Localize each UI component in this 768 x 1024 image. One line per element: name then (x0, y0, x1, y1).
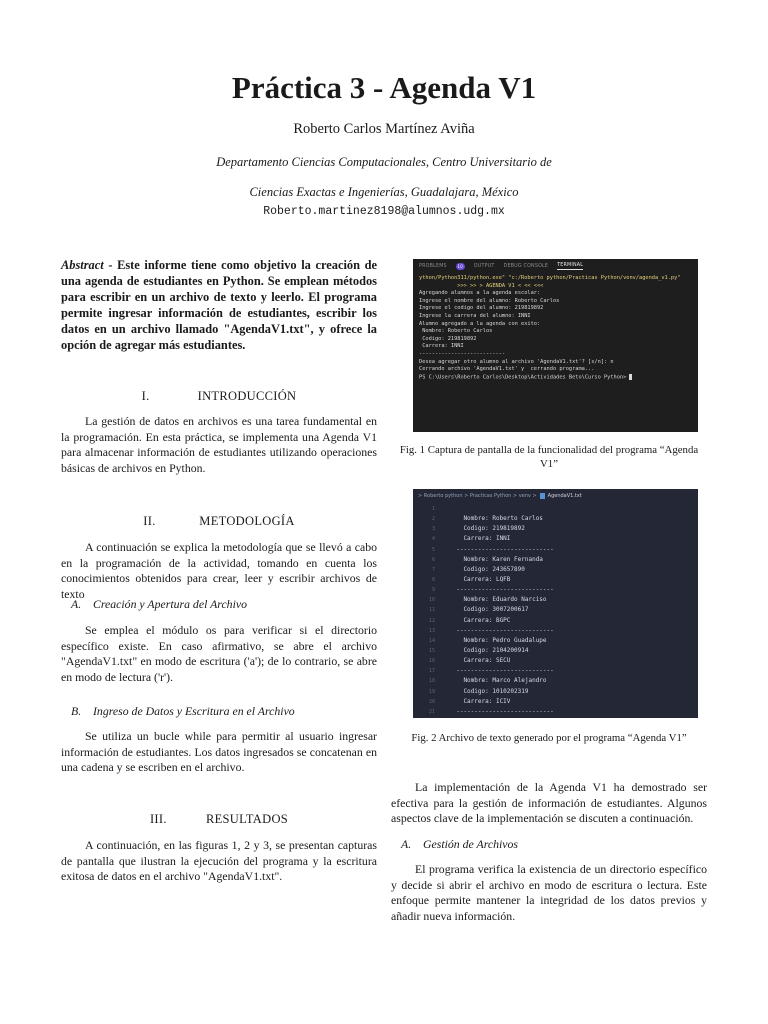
editor-line (413, 605, 698, 615)
editor-line (413, 707, 698, 717)
line-number: 13 (428, 627, 435, 634)
line-code: Carrera: INNI (449, 535, 511, 543)
terminal-output (413, 273, 698, 384)
abstract (61, 257, 377, 353)
terminal-line: Ingrese el nombre del alumno: Roberto Carlos (419, 297, 560, 304)
editor-line (413, 676, 698, 686)
editor-lines (413, 502, 698, 717)
tab-debug-console: DEBUG CONSOLE (503, 263, 549, 269)
line-number: 4 (431, 536, 435, 543)
terminal-line: Agregando alumnos a la agenda escolar: (419, 290, 541, 297)
line-code: Nombre: Marco Alejandro (449, 677, 547, 685)
section-heading-results (61, 811, 377, 827)
line-code: Carrera: LQFB (449, 575, 511, 583)
editor-line (413, 697, 698, 707)
terminal-prompt: PS C:\Users\Roberto Carlos\Desktop\Actividades Beto\Curso Python> (419, 374, 630, 381)
editor-line (413, 504, 698, 514)
line-number: 18 (428, 678, 435, 685)
subsection-letter: B. (71, 704, 82, 718)
line-number: 2 (431, 516, 435, 523)
editor-line (413, 585, 698, 595)
subsection-letter: A. (71, 597, 82, 611)
affiliation-line-1: Departamento Ciencias Computacionales, Centro Universitario de (216, 155, 552, 169)
intro-paragraph: La gestión de datos en archivos es una tarea fundamental en la programación. En esta práctica, se implementa una Agenda V1 para almacenar información de estudiantes utilizando operaciones básicas de archivos en Python. (61, 414, 377, 475)
line-code: Carrera: BGPC (449, 616, 511, 624)
line-code: --------------------------- (449, 667, 554, 675)
section-title: RESULTADOS (205, 812, 289, 826)
subsection-letter: A. (401, 837, 412, 851)
terminal-line: ython/Python311/python.exe" "c:/Roberto python/Practicas Python/venv/agenda_v1.py" (419, 275, 681, 281)
figure-2-editor-screenshot (413, 489, 698, 718)
section-number: I. (141, 389, 150, 403)
section-heading-method (61, 513, 377, 529)
tab-output: OUTPUT (473, 263, 495, 269)
editor-breadcrumb (413, 489, 698, 502)
editor-line (413, 595, 698, 605)
editor-line (413, 636, 698, 646)
terminal-prompt-line (419, 374, 692, 382)
editor-line (413, 616, 698, 626)
line-code: --------------------------- (449, 707, 554, 715)
tab-terminal: TERMINAL (557, 262, 584, 268)
affiliation (150, 147, 618, 207)
line-code: Carrera: ICIV (449, 697, 511, 705)
text-file-icon (540, 493, 545, 499)
line-code: Carrera: SECU (449, 657, 511, 665)
author-email[interactable]: Roberto.martinez8198@alumnos.udg.mx (263, 205, 505, 218)
terminal-line: Nombre: Roberto Carlos (419, 328, 493, 335)
terminal-line: >>> >> > AGENDA V1 < << <<< (419, 282, 544, 289)
section-number: III. (149, 812, 167, 826)
editor-line (413, 575, 698, 585)
section-number: II. (143, 514, 156, 528)
method-paragraph: A continuación se explica la metodología que se llevó a cabo en la programación de la actividad, tomando en cuenta los conocimientos obtenidos para crear, leer y escribir archivos de texto (61, 540, 377, 601)
line-number: 3 (431, 526, 435, 533)
editor-line (413, 524, 698, 534)
subsection-heading-a (71, 596, 377, 612)
subsection-b-paragraph: Se utiliza un bucle while para permitir al usuario ingresar información de estudiantes. Los datos ingresados se concatenan en una cadena y se escriben en el archivo. (61, 729, 377, 775)
editor-line (413, 687, 698, 697)
editor-line (413, 646, 698, 656)
figure-2-caption: Fig. 2 Archivo de texto generado por el programa “Agenda V1” (411, 732, 687, 744)
line-number: 21 (428, 708, 435, 715)
line-number: 7 (431, 566, 435, 573)
line-number: 9 (431, 587, 435, 594)
gestion-paragraph: El programa verifica la existencia de un directorio específico y decide si abrir el archivo en modo de escritura o lectura. Este enfoque permite mantener la integridad de los datos previos y añadir nueva información. (391, 862, 707, 923)
subsection-title: Ingreso de Datos y Escritura en el Archivo (93, 704, 295, 718)
terminal-line: Desea agregar otro alumno al archivo 'AgendaV1.txt'? [s/n]: n (419, 358, 614, 365)
abstract-text: - Este informe tiene como objetivo la creación de una agenda de estudiantes en Python. Se emplean métodos para escribir en un archivo de texto y leerlo. El programa permite ingresar información de estudiantes, escribir los datos en un archivo llamado "AgendaV1.txt", y ofrece la opción de agregar más estudiantes. (61, 258, 377, 352)
problems-count-badge: 10 (457, 263, 464, 269)
line-code: Nombre: Karen Fernanda (449, 555, 543, 563)
editor-line (413, 656, 698, 666)
line-code: --------------------------- (449, 626, 554, 634)
line-code: Nombre: Roberto Carlos (449, 515, 543, 523)
line-code: Codigo: 243657890 (449, 565, 525, 573)
line-number: 14 (428, 637, 435, 644)
terminal-line: Codigo: 219819892 (419, 335, 477, 342)
editor-line (413, 534, 698, 544)
terminal-line: Alumno agregado a la agenda con exito: (419, 320, 541, 327)
line-number: 8 (431, 576, 435, 583)
line-code: Nombre: Eduardo Narciso (449, 596, 547, 604)
line-number: 12 (428, 617, 435, 624)
figure-1-caption: Fig. 1 Captura de pantalla de la funcionalidad del programa “Agenda V1” (399, 444, 699, 470)
results-paragraph: A continuación, en las figuras 1, 2 y 3, se presentan capturas de pantalla que ilustran la ejecución del programa y la escritura exitosa de datos en el archivo "AgendaV1.txt". (61, 838, 377, 884)
cursor-icon (629, 374, 632, 380)
editor-line (413, 626, 698, 636)
terminal-line: Carrera: INNI (419, 343, 464, 350)
subsection-title: Gestión de Archivos (423, 837, 519, 851)
line-number: 15 (428, 647, 435, 654)
line-code: Codigo: 3007200617 (449, 606, 529, 614)
section-title: INTRODUCCIÓN (197, 389, 297, 403)
line-number: 11 (428, 607, 435, 614)
line-number: 20 (428, 698, 435, 705)
terminal-tab-bar (413, 259, 698, 273)
line-code: Codigo: 1010202319 (449, 687, 529, 695)
editor-line (413, 666, 698, 676)
line-number: 1 (431, 506, 435, 512)
breadcrumb-filename: AgendaV1.txt (547, 492, 582, 499)
breadcrumb-path: > Roberto python > Practicas Python > venv > (418, 492, 537, 499)
editor-line (413, 565, 698, 575)
terminal-line: --------------------------- (419, 350, 506, 357)
terminal-line: Ingrese el codigo del alumno: 219819892 (419, 305, 544, 312)
editor-line (413, 545, 698, 555)
line-code: Codigo: 2104200914 (449, 646, 529, 654)
tab-problems: PROBLEMS (419, 263, 447, 269)
editor-line (413, 555, 698, 565)
affiliation-line-2: Ciencias Exactas e Ingenierías, Guadalajara, México (249, 185, 519, 199)
line-number: 19 (428, 688, 435, 695)
line-number: 16 (428, 658, 435, 665)
terminal-line: Cerrando archivo 'AgendaV1.txt' y cerrando programa... (419, 366, 595, 373)
line-code: --------------------------- (449, 586, 554, 594)
line-code: Nombre: Pedro Guadalupe (449, 636, 547, 644)
subsection-a-paragraph: Se emplea el módulo os para verificar si el directorio específico existe. En caso afirmativo, se abre el archivo "AgendaV1.txt" en modo de escritura ('a'); de lo contrario, se abre en modo de lectura ('r'). (61, 623, 377, 684)
terminal-line: Ingrese la carrera del alumno: INNI (419, 312, 531, 319)
subsection-heading-gestion (401, 836, 707, 852)
section-heading-intro (61, 388, 377, 404)
paper-title: Práctica 3 - Agenda V1 (231, 70, 537, 105)
line-number: 10 (428, 597, 435, 604)
discussion-paragraph: La implementación de la Agenda V1 ha demostrado ser efectiva para la gestión de información de estudiantes. Algunos aspectos clave de la implementación se discuten a continuación. (391, 780, 707, 826)
line-number: 6 (431, 556, 435, 563)
subsection-title: Creación y Apertura del Archivo (93, 597, 247, 611)
line-code: --------------------------- (449, 545, 554, 553)
line-number: 5 (431, 546, 435, 553)
figure-1-terminal-screenshot (413, 259, 698, 432)
line-code: Codigo: 219819892 (449, 525, 525, 533)
abstract-label: Abstract (61, 258, 104, 272)
subsection-heading-b (71, 703, 377, 719)
author-name: Roberto Carlos Martínez Aviña (293, 121, 475, 137)
section-title: METODOLOGÍA (199, 514, 295, 528)
line-number: 17 (428, 668, 435, 675)
editor-line (413, 514, 698, 524)
